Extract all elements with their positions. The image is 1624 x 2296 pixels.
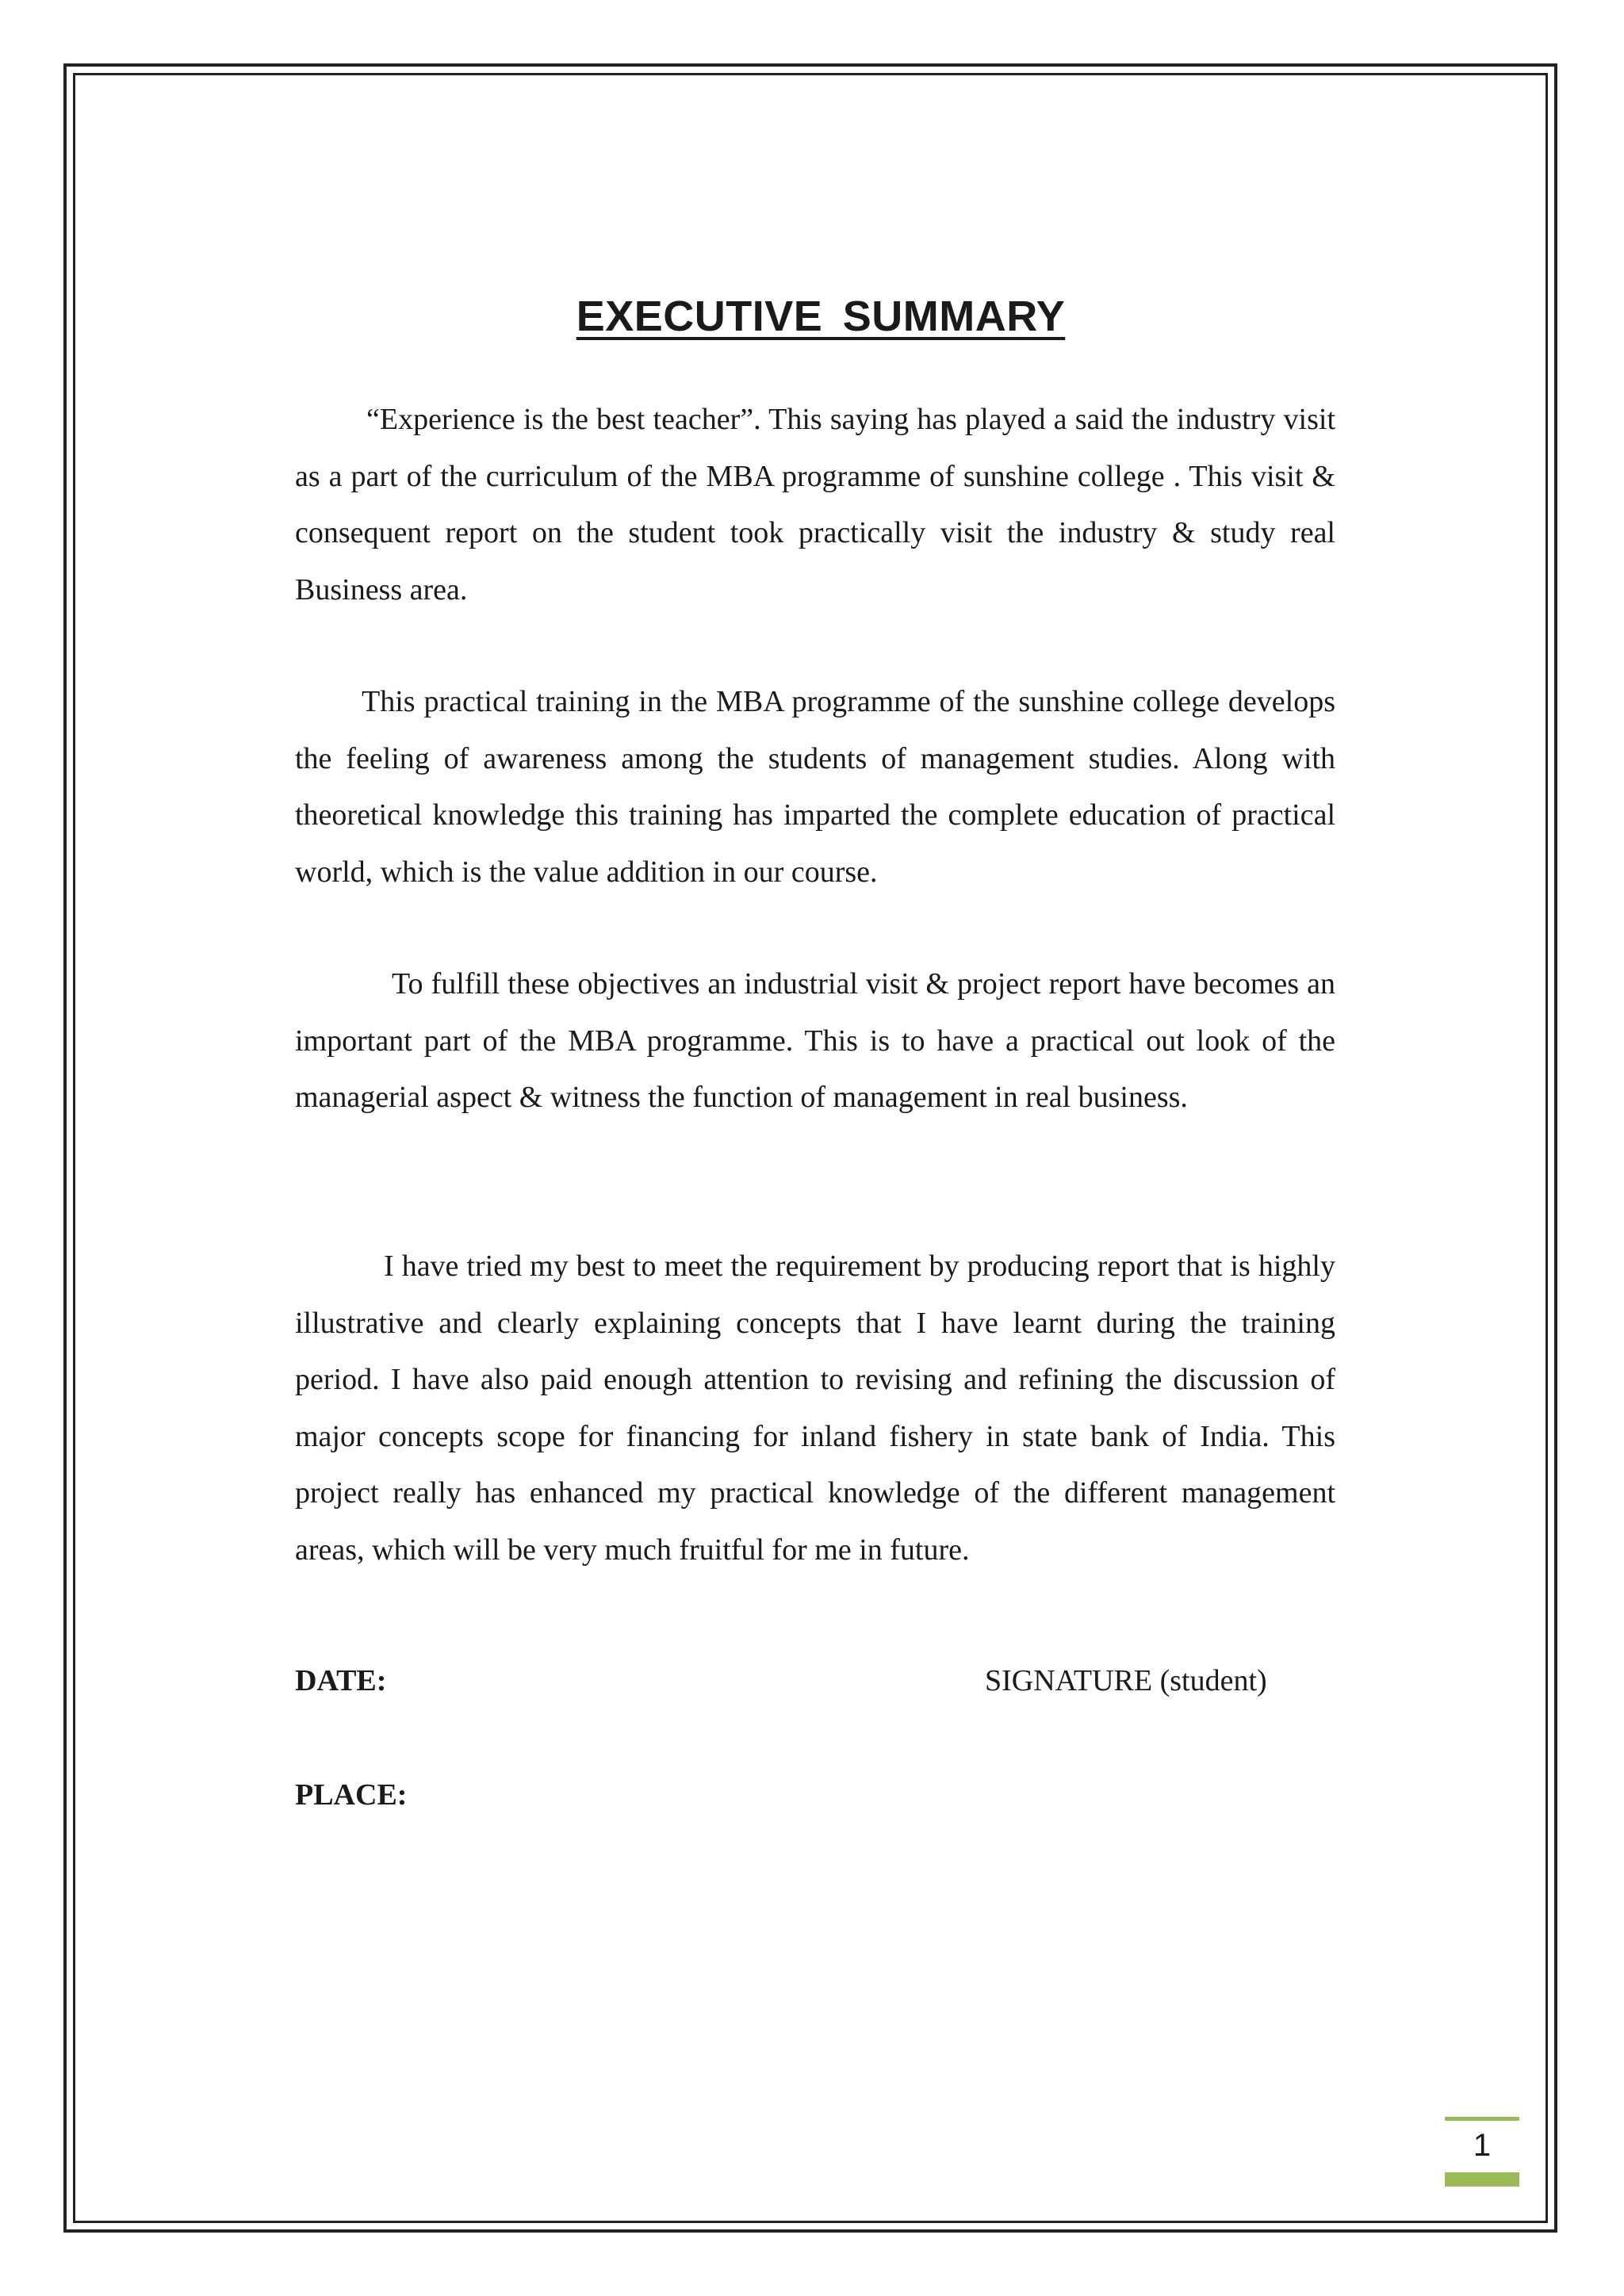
page-number-bar-top — [1445, 2117, 1519, 2121]
paragraph-3: To fulfill these objectives an industrial visit & project report have becomes an important part of the MBA programme. This is to have a practical out look of the managerial aspect & witness the function of management in real business. — [295, 967, 1335, 1114]
paragraph-4: I have tried my best to meet the requirement by producing report that is highly illustrative and clearly explaining concepts that I have learnt during the training period. I have also paid enough attention to revising and refining the discussion of major concepts scope for financing for inland fishery in state bank of India. This project really has enhanced my practical knowledge of the different management areas, which will be very much fruitful for me in future. — [295, 1249, 1335, 1567]
document-title: EXECUTIVE SUMMARY — [576, 293, 1066, 340]
signature-label: SIGNATURE (student) — [985, 1664, 1267, 1697]
page-number-bar-bottom — [1445, 2172, 1519, 2187]
paragraph-2: This practical training in the MBA programme of the sunshine college develops the feeling of awareness among the students of management studies. Along with theoretical knowledge this training has imparted the complete education of practical world, which is the value addition in our course. — [295, 685, 1335, 889]
paragraph-1: “Experience is the best teacher”. This saying has played a said the industry visit as a part of the curriculum of the MBA programme of sunshine college . This visit & consequent report on the student took practically visit the industry & study real Business area. — [295, 403, 1335, 607]
date-label: DATE: — [295, 1664, 387, 1697]
page-number: 1 — [1473, 2128, 1492, 2163]
place-label: PLACE: — [295, 1778, 408, 1812]
